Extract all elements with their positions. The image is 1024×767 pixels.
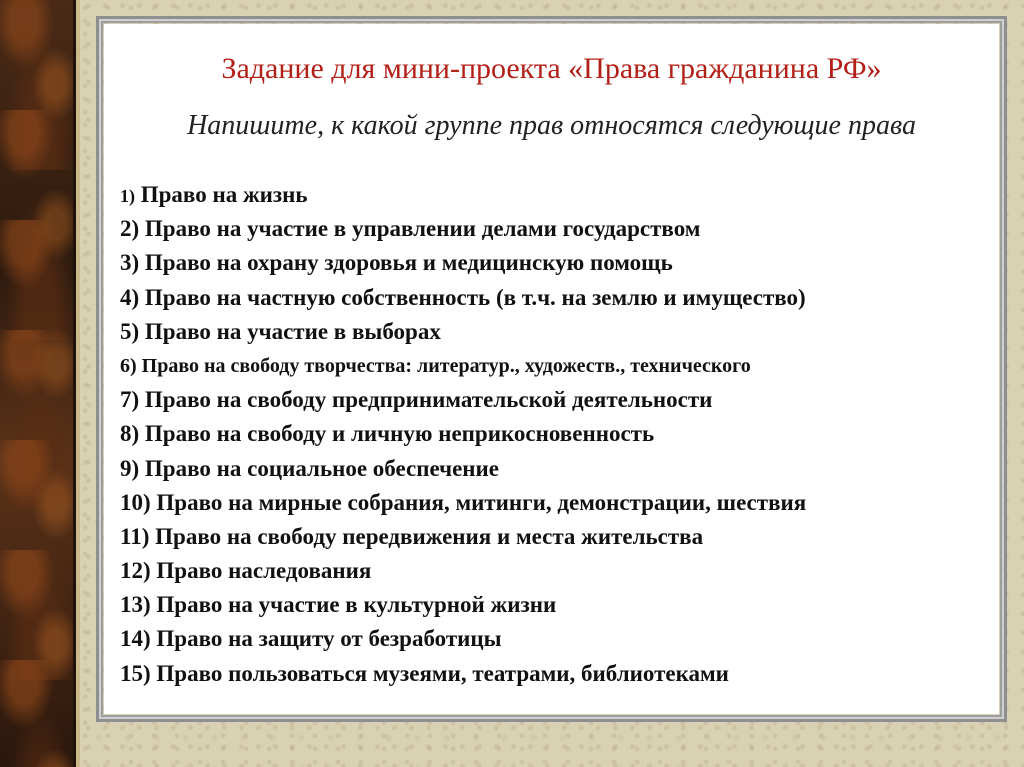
item-text: Право на охрану здоровья и медицинскую помощь [144,250,673,276]
decorative-wood-strip [0,0,80,767]
rights-list-item [120,452,806,486]
item-text: Право на свободу и личную неприкосновенность [144,421,655,447]
rights-list-item [120,554,806,588]
item-number: 2) [120,216,140,242]
rights-list-item [120,417,806,451]
item-number: 6) [120,354,137,377]
item-number: 12) [120,558,151,584]
item-text: Право на жизнь [140,182,308,207]
item-text: Право на участие в выборах [144,318,441,344]
item-number: 5) [120,318,140,344]
item-number: 15) [120,660,151,686]
item-number: 9) [120,455,140,481]
item-number: 4) [120,284,140,310]
rights-list-item [120,315,806,349]
item-number: 13) [120,592,151,618]
item-text: Право на частную собственность (в т.ч. на землю и имущество) [144,284,806,310]
rights-list-item [120,246,806,280]
rights-list-item [120,588,806,622]
slide-title: Задание для мини-проекта «Права гражданина РФ» [221,52,882,85]
item-text: Право на участие в культурной жизни [156,592,557,618]
rights-list-item [120,622,806,656]
item-number: 1) [120,186,135,206]
slide-subtitle: Напишите, к какой группе прав относятся следующие права [187,110,916,141]
item-number: 7) [120,387,140,413]
rights-list [120,178,806,691]
item-text: Право на мирные собрания, митинги, демонстрации, шествия [156,489,807,515]
item-number: 8) [120,421,140,447]
item-text: Право наследования [156,558,372,584]
item-text: Право на социальное обеспечение [144,455,499,481]
item-text: Право на участие в управлении делами государством [144,216,701,242]
item-number: 11) [120,523,150,549]
item-text: Право пользоваться музеями, театрами, библиотеками [156,660,729,686]
item-number: 3) [120,250,140,276]
item-number: 10) [120,489,151,515]
item-text: Право на свободу творчества: литератур., художеств., технического [141,354,751,377]
rights-list-item [120,281,806,315]
item-text: Право на свободу предпринимательской деятельности [144,387,713,413]
rights-list-item [120,520,806,554]
item-text: Право на защиту от безработицы [156,626,502,652]
rights-list-item [120,178,806,212]
rights-list-item [120,212,806,246]
rights-list-item [120,657,806,691]
item-text: Право на свободу передвижения и места жительства [155,523,704,549]
rights-list-item [120,486,806,520]
item-number: 14) [120,626,151,652]
rights-list-item [120,383,806,417]
strip-border [76,0,80,767]
slide-content [104,24,999,714]
rights-list-item [120,349,806,383]
